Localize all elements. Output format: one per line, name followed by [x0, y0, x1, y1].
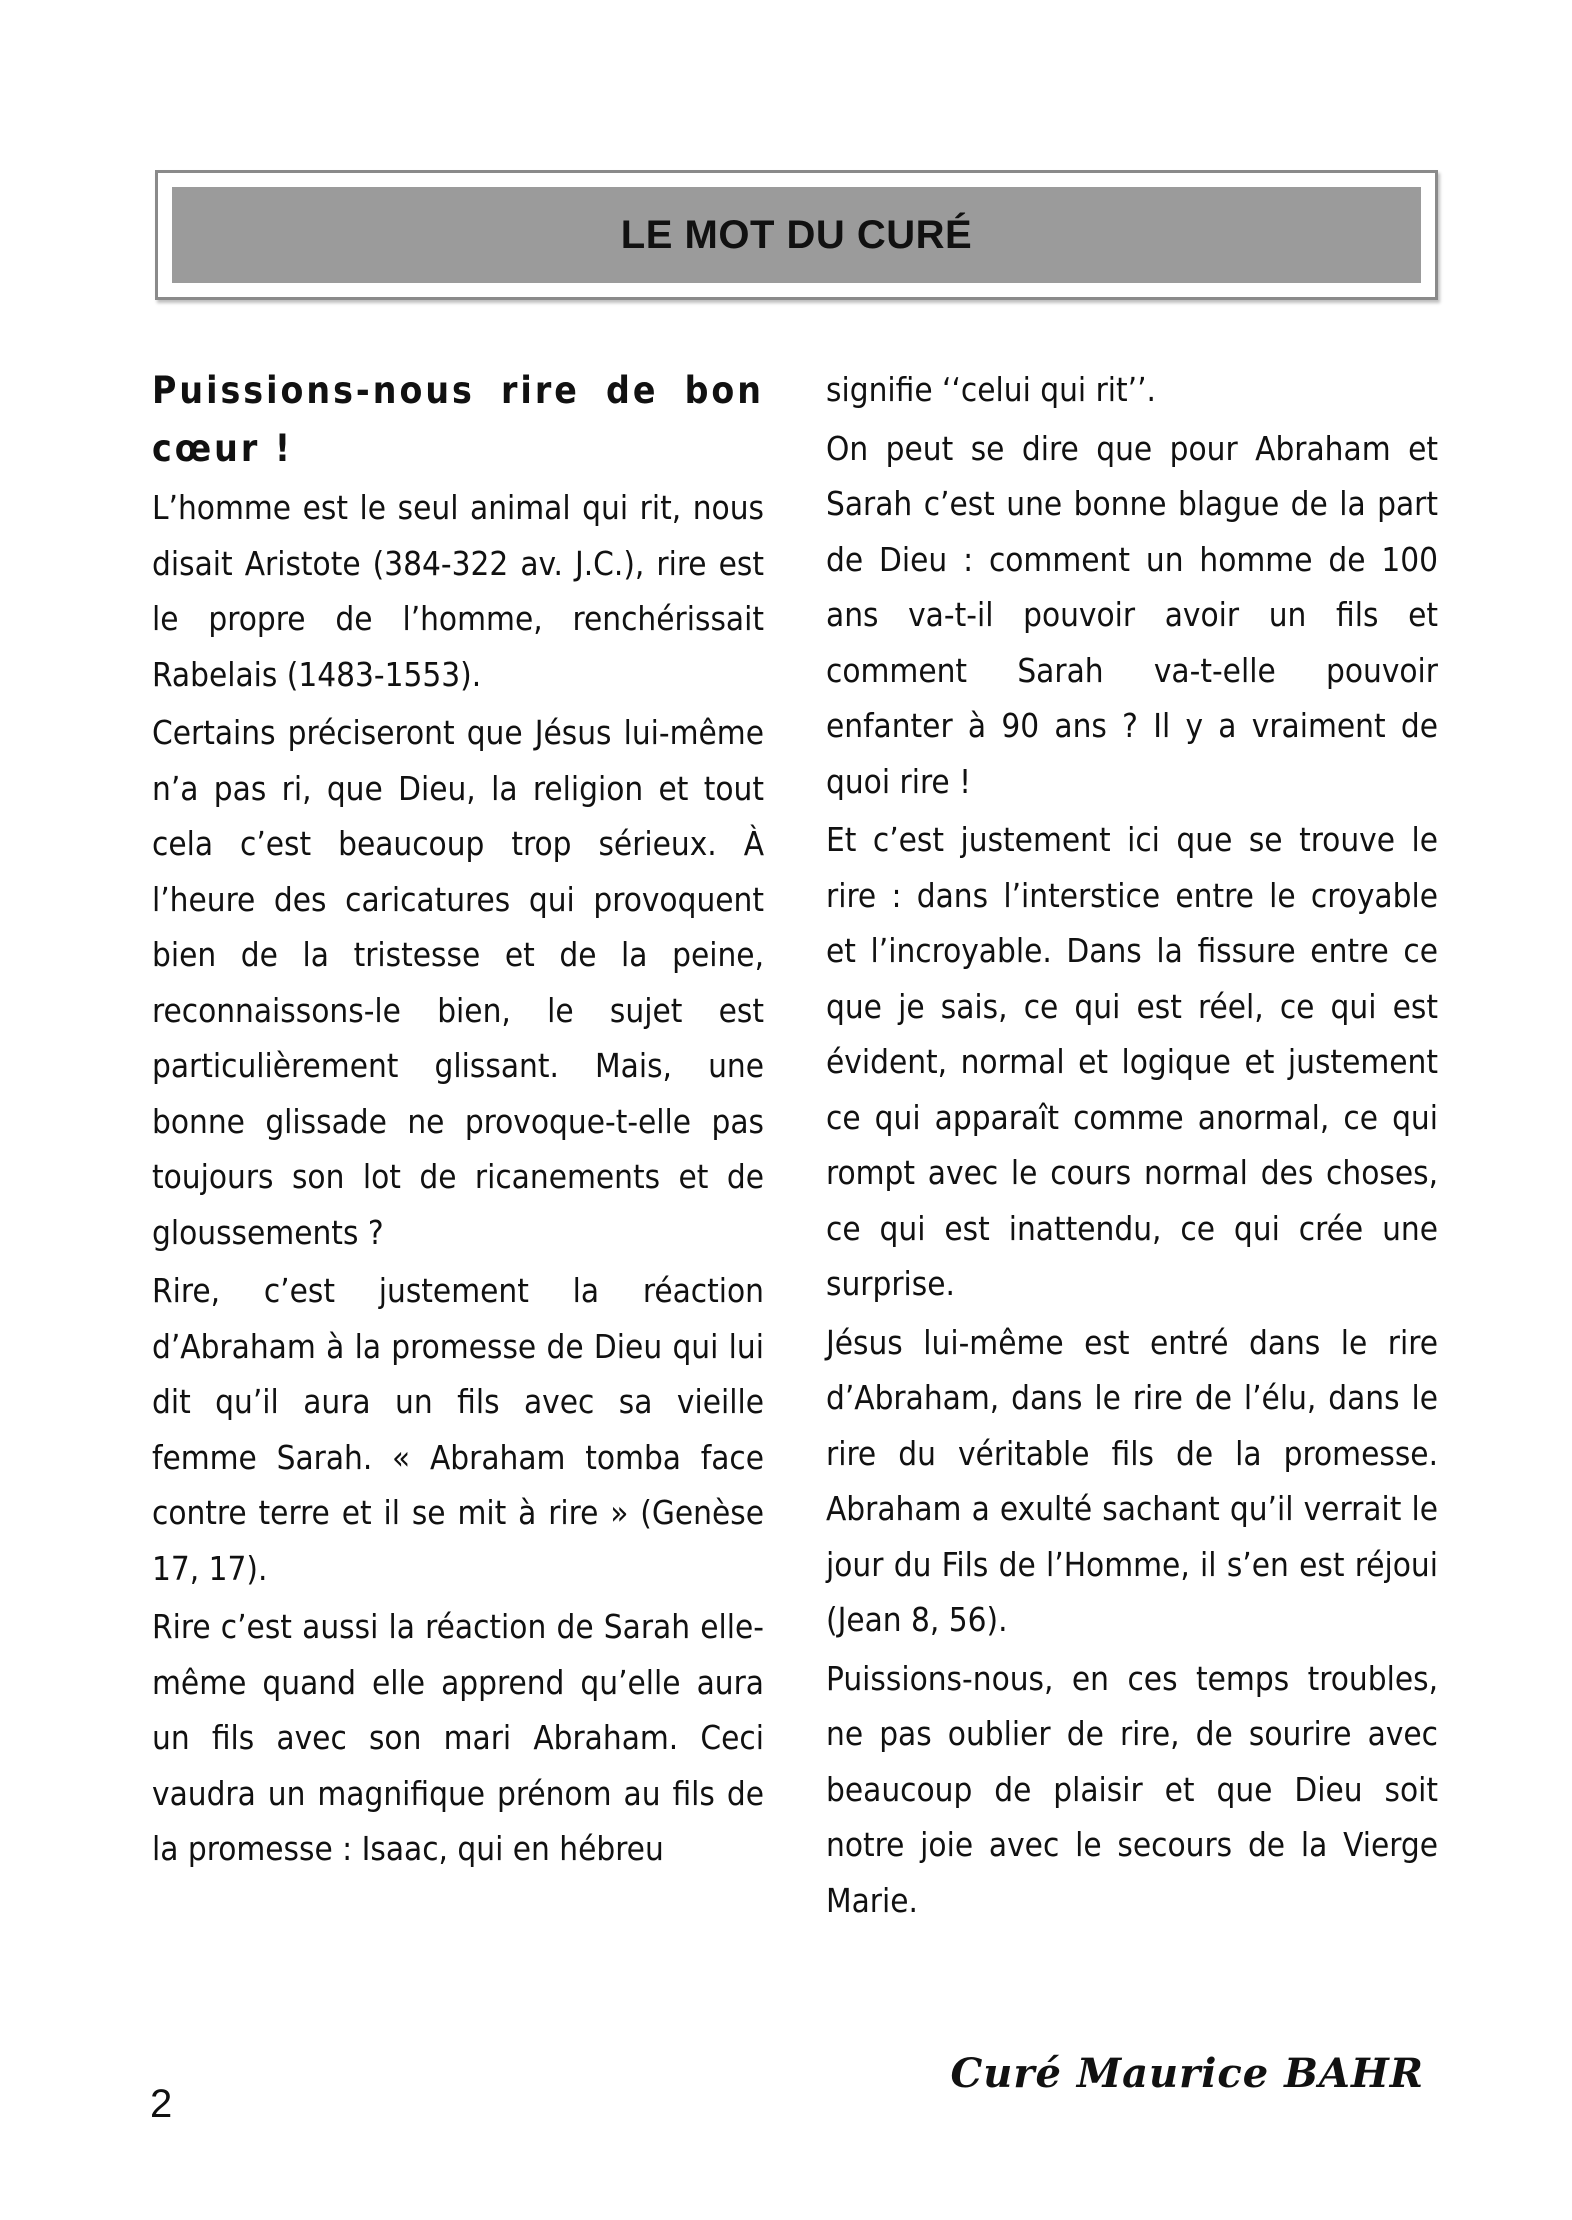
paragraph-conclusion: Puissions-nous, en ces temps troubles, ne pas oublier de rire, de sourire avec beaucoup de plaisir et que Dieu soit notre joie avec le secours de la Vierge Marie. [826, 1658, 1438, 1920]
paragraph-abraham-laugh: Rire, c’est justement la réaction d’Abraham à la promesse de Dieu qui lui dit qu’il aura un fils avec sa vieille femme Sarah. « Abraham tomba face contre terre et il se mit à rire » (Genèse 17, 17). [152, 1271, 764, 1588]
section-header-band [172, 187, 1421, 283]
page-number: 2 [150, 2082, 173, 2126]
paragraph-jesus-serious: Certains préciseront que Jésus lui-même n’a pas ri, que Dieu, la religion et tout cela c’est beaucoup trop sérieux. À l’heure des caricatures qui provoquent bien de la tristesse et de la peine, reconnaissons-le bien, le sujet est particulièrement glissant. Mais, une bonne glissade ne provoque-t-elle pas toujours son lot de ricanements et de gloussements ? [152, 713, 764, 1252]
paragraph-aristote: L’homme est le seul animal qui rit, nous disait Aristote (384-322 av. J.C.), rire est le propre de l’homme, renchérissait Rabelais (1483-1553). [152, 488, 764, 694]
paragraph-isaac-meaning: signifie ‘‘celui qui rit’’. [826, 370, 1156, 409]
article-title: Puissions-nous rire de bon cœur ! [152, 369, 764, 470]
paragraph-good-joke: On peut se dire que pour Abraham et Sarah c’est une bonne blague de la part de Dieu : comment un homme de 100 ans va-t-il pouvoir avoir un fils et comment Sarah va-t-elle pouvoir enfanter à 90 ans ? Il y a vraiment de quoi rire ! [826, 428, 1438, 801]
paragraph-sarah-laugh: Rire c’est aussi la réaction de Sarah elle-même quand elle apprend qu’elle aura un fils avec son mari Abraham. Ceci vaudra un magnifique prénom au fils de la promesse : Isaac, qui en hébreu [152, 1607, 764, 1868]
right-column [826, 362, 1438, 1931]
paragraph-interstice: Et c’est justement ici que se trouve le rire : dans l’interstice entre le croyable et l’incroyable. Dans la fissure entre ce que je sais, ce qui est réel, ce qui est évident, normal et logique et justement ce qui apparaît comme anormal, ce qui rompt avec le cours normal des choses, ce qui est inattendu, ce qui crée une surprise. [826, 820, 1438, 1303]
left-column [152, 362, 764, 1880]
section-title: LE MOT DU CURÉ [620, 212, 973, 257]
paragraph-jesus-laugh: Jésus lui-même est entré dans le rire d’Abraham, dans le rire de l’élu, dans le rire du véritable fils de la promesse. Abraham a exulté sachant qu’il verrait le jour du Fils de l’Homme, il s’en est réjoui (Jean 8, 56). [826, 1322, 1438, 1639]
section-header [155, 170, 1438, 300]
author-signature: Curé Maurice BAHR [950, 2050, 1424, 2097]
